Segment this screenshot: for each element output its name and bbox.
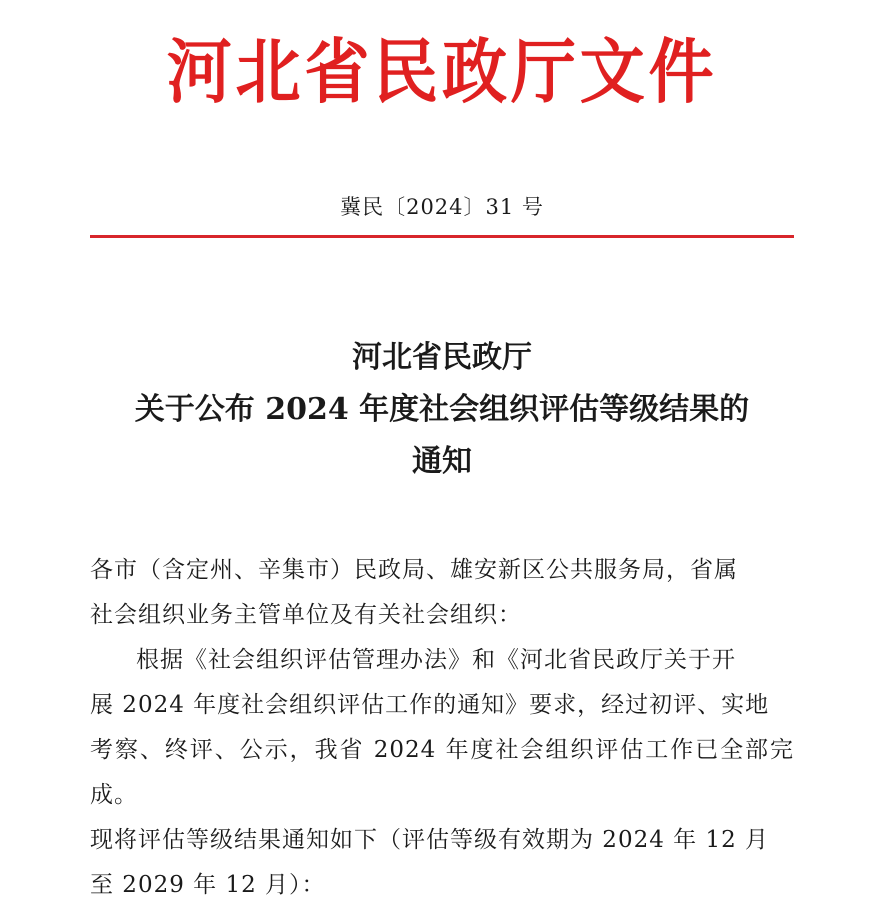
title-line-2: 关于公布 2024 年度社会组织评估等级结果的 [134,392,750,427]
body-paragraph-line-1: 根据《社会组织评估管理办法》和《河北省民政厅关于开 [136,647,736,673]
document-masthead: 河北省民政厅文件 [166,30,718,113]
title-line-3: 通知 [412,444,472,479]
notice-body [90,548,794,908]
body-paragraph-line-3: 考察、终评、公示，我省 2024 年度社会组织评估工作已全部完成。 [90,737,794,808]
addressee-line-2: 社会组织业务主管单位及有关社会组织： [90,602,522,628]
body-paragraph-line-2: 展 2024 年度社会组织评估工作的通知》要求，经过初评、实地 [90,692,770,718]
title-line-1: 河北省民政厅 [352,340,532,375]
document-number: 冀民〔2024〕31 号 [340,195,544,219]
addressee-line-1: 各市（含定州、辛集市）民政局、雄安新区公共服务局，省属 [90,557,738,583]
notice-title [0,332,884,488]
red-divider-rule [90,235,794,238]
body-paragraph-line-5: 至 2029 年 12 月）： [90,872,326,898]
body-paragraph-line-4: 现将评估等级结果通知如下（评估等级有效期为 2024 年 12 月 [90,827,770,853]
